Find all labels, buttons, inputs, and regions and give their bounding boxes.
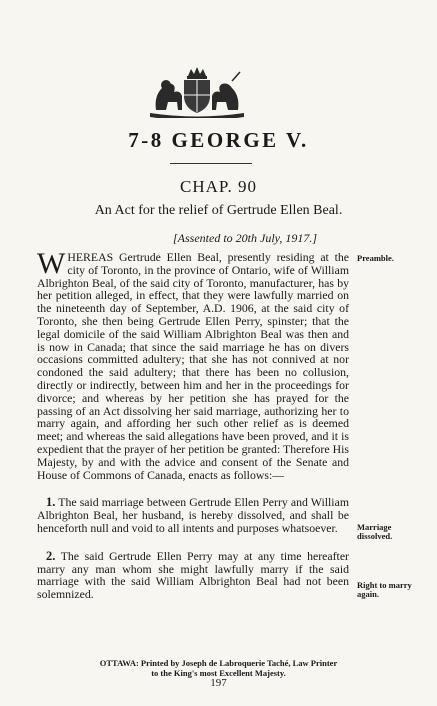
printer-line-1: OTTAWA: Printed by Joseph de Labroquerie Taché, Law Printer [99,658,338,668]
margin-note-preamble: Preamble. [357,253,394,263]
royal-coat-of-arms-icon [136,66,258,118]
assent-date: [Assented to 20th July, 1917.] [173,231,317,245]
preamble-text: HEREAS Gertrude Ellen Beal, presently residing at the city of Toronto, in the province of Ontario, wife of William Albrighton Beal, of the said city of Toronto, manufacturer, has by her petition alleged, in effect, that they were lawfully married on the nineteenth day of September, A.D. 1906, at the said city of Toronto, she then being Gertrude Ellen Perry, spinster; that the legal domicile of the said William Albrighton Beal was then and is now in Canada; that since the said marriage he has on divers occasions committed adultery; that she has not connived at nor condoned the said adultery; that there has been no collusion, directly or indirectly, between him and her in the proceedings for divorce; and whereas by her petition she has prayed for the passing of an Act dissolving her said marriage, authorizing her to marry again, and affording her such other relief as is deemed meet; and whereas the said allegations have been proved, and it is expedient that the prayer of her petition be granted: Therefore His Majesty, by and with the advice and consent of the Senate and House of Commons of Canada, enacts as follows:— [37,250,349,482]
act-title: An Act for the relief of Gertrude Ellen Beal. [94,203,343,218]
section-number: 2. [46,548,56,563]
divider [170,163,252,164]
section-2 [37,550,349,601]
regnal-year-heading: 7-8 GEORGE V. [128,128,309,152]
section-text: The said marriage between Gertrude Ellen Perry and William Albrighton Beal, her husband, is hereby dissolved, and shall be henceforth null and void to all intents and purposes whatsoever. [37,495,349,535]
chapter-heading: CHAP. 90 [180,177,257,196]
statute-body [37,247,349,602]
printer-imprint [0,658,437,678]
margin-note-section-2: Right to marry again. [357,580,412,599]
section-1 [37,496,349,534]
margin-note-section-1: Marriage dissolved. [357,522,393,541]
printer-line-2: to the King's most Excellent Majesty. [151,668,286,678]
drop-cap: W [37,247,66,280]
section-text: The said Gertrude Ellen Perry may at any time hereafter marry any man whom she might lawfully marry if the said marriage with the said William Albrighton Beal had not been solemnized. [37,548,349,602]
preamble-paragraph [37,247,349,482]
section-number: 1. [46,495,56,510]
page-number: 197 [210,677,227,689]
